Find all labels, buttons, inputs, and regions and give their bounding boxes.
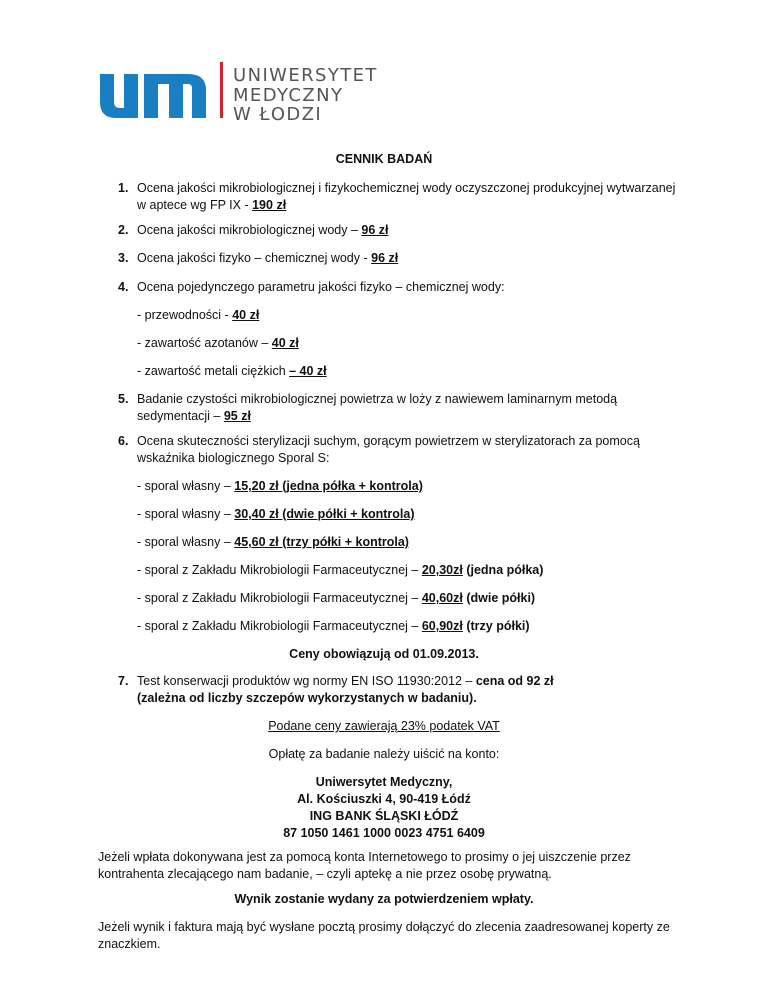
bank-line-1: Uniwersytet Medyczny,	[315, 775, 453, 789]
sub-item-nitrates	[137, 335, 299, 352]
list-item-3	[118, 250, 678, 267]
item-number: 1.	[118, 181, 129, 195]
sub-item-sporal-3	[137, 534, 409, 551]
sub-item-price: 30,40 zł (dwie półki + kontrola)	[234, 507, 415, 521]
internet-payment-note: Jeżeli wpłata dokonywana jest za pomocą konta Internetowego to prosimy o jej uiszczenie przez kontrahenta zlecającego nam badanie, – czyli aptekę a nie przez osobę prywatną.	[98, 850, 631, 881]
sub-item-price: 45,60 zł (trzy półki + kontrola)	[234, 535, 409, 549]
item-number: 4.	[118, 280, 129, 294]
sub-item-price: 20,30zł	[421, 563, 463, 577]
sub-item-sporal-zmf-1	[137, 562, 543, 579]
bank-details	[0, 774, 768, 842]
bank-line-2: Al. Kościuszki 4, 90-419 Łódź	[297, 792, 471, 806]
item-number: 5.	[118, 392, 129, 406]
item-text: Test konserwacji produktów wg normy EN ISO 11930:2012 –	[137, 674, 476, 688]
list-item-1	[118, 180, 678, 214]
list-item-7	[118, 673, 678, 707]
vat-text: Podane ceny zawierają 23% podatek VAT	[268, 719, 500, 733]
sub-item-sporal-zmf-2	[137, 590, 535, 607]
logo-wordmark	[233, 66, 378, 125]
sub-item-price: 60,90zł	[421, 619, 463, 633]
sub-item-text: - sporal własny –	[137, 507, 235, 521]
item-number: 2.	[118, 223, 129, 237]
logo-line-2: MEDYCZNY	[233, 84, 344, 106]
sub-item-text: - sporal z Zakładu Mikrobiologii Farmaceutycznej –	[137, 619, 422, 633]
payment-intro: Opłatę za badanie należy uiścić na konto:	[268, 747, 500, 761]
sub-item-conductivity	[137, 307, 259, 324]
university-logo	[98, 62, 398, 132]
sub-item-price: 40 zł	[271, 336, 299, 350]
sub-item-price: 40,60zł	[421, 591, 463, 605]
sub-item-text: - przewodności -	[137, 308, 233, 322]
sub-item-price: 15,20 zł (jedna półka + kontrola)	[234, 479, 423, 493]
sub-item-tail: (jedna półka)	[462, 563, 544, 577]
um-logo-icon	[98, 62, 228, 118]
sub-item-tail: (trzy półki)	[462, 619, 530, 633]
sub-item-heavy-metals	[137, 363, 327, 380]
item-note: (zależna od liczby szczepów wykorzystanych w badaniu).	[137, 691, 477, 705]
sub-item-sporal-1	[137, 478, 423, 495]
sub-item-price: – 40 zł	[289, 364, 327, 378]
list-item-2	[118, 222, 678, 239]
item-price: 95 zł	[223, 409, 251, 423]
sub-item-text: - zawartość metali ciężkich	[137, 364, 290, 378]
logo-line-1: UNIWERSYTET	[233, 65, 378, 86]
bank-account-number: 87 1050 1461 1000 0023 4751 6409	[283, 826, 485, 840]
valid-from-note: Ceny obowiązują od 01.09.2013.	[289, 647, 479, 661]
list-item-5	[118, 391, 678, 425]
item-price: cena od 92 zł	[475, 674, 554, 688]
vat-note	[0, 718, 768, 735]
item-price: 96 zł	[371, 251, 399, 265]
sub-item-text: - zawartość azotanów –	[137, 336, 272, 350]
item-number: 7.	[118, 674, 129, 688]
item-number: 3.	[118, 251, 129, 265]
list-item-6	[118, 433, 678, 467]
sub-item-text: - sporal z Zakładu Mikrobiologii Farmaceutycznej –	[137, 563, 422, 577]
sub-item-text: - sporal własny –	[137, 479, 235, 493]
item-text: Ocena pojedynczego parametru jakości fizyko – chemicznej wody:	[137, 280, 505, 294]
logo-line-3: W ŁODZI	[233, 104, 323, 125]
item-price: 96 zł	[361, 223, 389, 237]
bank-line-3: ING BANK ŚLĄSKI ŁÓDŹ	[309, 809, 459, 823]
item-text: Ocena jakości mikrobiologicznej wody –	[137, 223, 362, 237]
list-item-4	[118, 279, 678, 296]
item-price: 190 zł	[252, 198, 287, 212]
mail-note: Jeżeli wynik i faktura mają być wysłane pocztą prosimy dołączyć do zlecenia zaadresowanej koperty ze znaczkiem.	[98, 920, 670, 951]
sub-item-sporal-2	[137, 506, 415, 523]
item-text: Ocena jakości mikrobiologicznej i fizykochemicznej wody oczyszczonej produkcyjnej wytwarzanej w aptece wg FP IX -	[137, 181, 676, 212]
item-number: 6.	[118, 434, 129, 448]
item-text: Badanie czystości mikrobiologicznej powietrza w loży z nawiewem laminarnym metodą sedymentacji –	[137, 392, 618, 423]
item-text: Ocena jakości fizyko – chemicznej wody -	[137, 251, 372, 265]
result-note: Wynik zostanie wydany za potwierdzeniem wpłaty.	[234, 892, 534, 906]
sub-item-text: - sporal własny –	[137, 535, 235, 549]
sub-item-text: - sporal z Zakładu Mikrobiologii Farmaceutycznej –	[137, 591, 422, 605]
sub-item-tail: (dwie półki)	[462, 591, 536, 605]
item-text: Ocena skuteczności sterylizacji suchym, gorącym powietrzem w sterylizatorach za pomocą wskaźnika biologicznego Sporal S:	[137, 434, 640, 465]
page-title: CENNIK BADAŃ	[335, 152, 433, 166]
sub-item-price: 40 zł	[232, 308, 260, 322]
sub-item-sporal-zmf-3	[137, 618, 530, 635]
